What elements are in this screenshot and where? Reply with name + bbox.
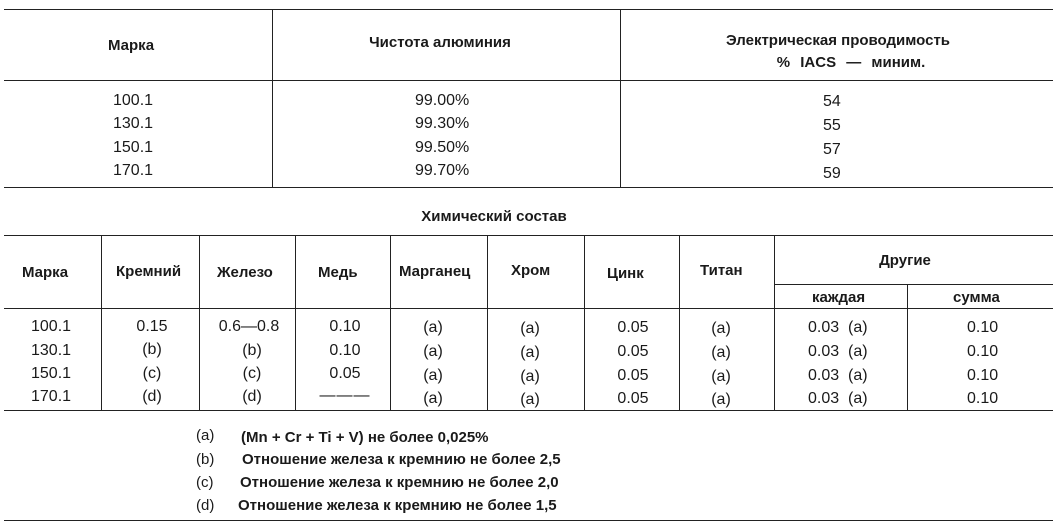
- header-iron: Железо: [217, 264, 273, 281]
- header-others: Другие: [879, 252, 931, 269]
- table-cell: (a): [520, 368, 540, 385]
- table-cell: (a): [520, 344, 540, 361]
- header-each: каждая: [812, 289, 866, 306]
- table-cell: (a): [711, 391, 731, 408]
- column-divider: [199, 235, 200, 410]
- table-cell: 0.10: [967, 390, 999, 407]
- table-cell: 0.05: [617, 319, 649, 336]
- table-cell: 100.1: [113, 92, 154, 109]
- table-cell: 0.05: [617, 343, 649, 360]
- header-grade: Марка: [108, 37, 155, 54]
- rule: [4, 235, 1053, 236]
- rule: [4, 410, 1053, 411]
- table-cell: 100.1: [31, 318, 72, 335]
- footnote-text: (Mn + Cr + Ti + V) не более 0,025%: [241, 429, 489, 446]
- header-conductivity-unit: % IACS — миним.: [776, 54, 926, 71]
- rule: [4, 520, 1053, 521]
- header-zinc: Цинк: [607, 265, 644, 282]
- header-silicon: Кремний: [116, 263, 182, 280]
- table-cell: 170.1: [31, 388, 72, 405]
- column-divider: [774, 235, 775, 410]
- table-cell: 0.05: [617, 367, 649, 384]
- table-cell: 170.1: [113, 162, 154, 179]
- column-divider: [620, 9, 621, 187]
- footnote-label: (b): [196, 451, 215, 468]
- table-cell: 99.30%: [415, 115, 470, 132]
- rule: [774, 284, 1053, 285]
- column-divider: [487, 235, 488, 410]
- column-divider: [584, 235, 585, 410]
- table-cell: (a): [423, 390, 443, 407]
- table-cell: 55: [823, 117, 841, 134]
- table-cell: (b): [242, 342, 262, 359]
- table-cell: (a): [711, 368, 731, 385]
- table-cell: 0.03 (a): [808, 390, 868, 407]
- table-cell: 0.10: [967, 319, 999, 336]
- table-cell: (c): [242, 365, 262, 382]
- footnote-text: Отношение железа к кремнию не более 2,0: [240, 474, 559, 491]
- table-cell: 150.1: [31, 365, 72, 382]
- table-cell: 99.50%: [415, 139, 470, 156]
- table-cell: 130.1: [113, 115, 154, 132]
- table-cell: 59: [823, 165, 841, 182]
- table-cell: 0.03 (a): [808, 367, 868, 384]
- table-cell: (a): [711, 320, 731, 337]
- header-manganese: Марганец: [399, 263, 471, 280]
- header-grade: Марка: [22, 264, 69, 281]
- rule: [4, 308, 1053, 309]
- table-cell: 0.10: [329, 318, 361, 335]
- header-copper: Медь: [318, 264, 358, 281]
- table-cell: 0.6—0.8: [218, 318, 280, 335]
- table-cell: (b): [142, 341, 162, 358]
- table-cell: (a): [423, 367, 443, 384]
- column-divider: [295, 235, 296, 410]
- table-cell: (a): [711, 344, 731, 361]
- footnote-text: Отношение железа к кремнию не более 1,5: [238, 497, 557, 514]
- table-cell: 130.1: [31, 342, 72, 359]
- rule: [4, 9, 1053, 10]
- footnote-text: Отношение железа к кремнию не более 2,5: [242, 451, 561, 468]
- table-cell: 99.00%: [415, 92, 470, 109]
- table-cell: 0.10: [967, 343, 999, 360]
- footnote-label: (d): [196, 497, 215, 514]
- table-cell: 0.15: [136, 318, 168, 335]
- column-divider: [679, 235, 680, 410]
- table-cell: 150.1: [113, 139, 154, 156]
- rule: [4, 187, 1053, 188]
- table-cell: (a): [423, 343, 443, 360]
- header-titanium: Титан: [700, 262, 743, 279]
- column-divider: [101, 235, 102, 410]
- column-divider: [272, 9, 273, 187]
- table-cell: (a): [520, 391, 540, 408]
- table-cell: (d): [142, 388, 162, 405]
- footnote-label: (c): [196, 474, 214, 491]
- header-purity: Чистота алюминия: [369, 34, 511, 51]
- table-cell: 57: [823, 141, 841, 158]
- footnote-label: (a): [196, 427, 215, 444]
- table-cell: 0.03 (a): [808, 319, 868, 336]
- table-cell: (d): [242, 388, 262, 405]
- chem-table-title: Химический состав: [421, 208, 567, 225]
- table-cell: 0.05: [329, 365, 361, 382]
- table-cell: (c): [142, 365, 162, 382]
- header-conductivity: Электрическая проводимость: [725, 32, 951, 49]
- table-cell: 99.70%: [415, 162, 470, 179]
- table-cell: 0.03 (a): [808, 343, 868, 360]
- table-cell: 0.10: [329, 342, 361, 359]
- header-chromium: Хром: [511, 262, 551, 279]
- column-divider: [390, 235, 391, 410]
- table-cell: 0.10: [967, 367, 999, 384]
- header-total: сумма: [953, 289, 1000, 306]
- rule: [4, 80, 1053, 81]
- table-cell: ———: [319, 387, 371, 404]
- table-cell: 0.05: [617, 390, 649, 407]
- table-cell: (a): [520, 320, 540, 337]
- column-divider: [907, 284, 908, 410]
- table-cell: (a): [423, 319, 443, 336]
- table-cell: 54: [823, 93, 841, 110]
